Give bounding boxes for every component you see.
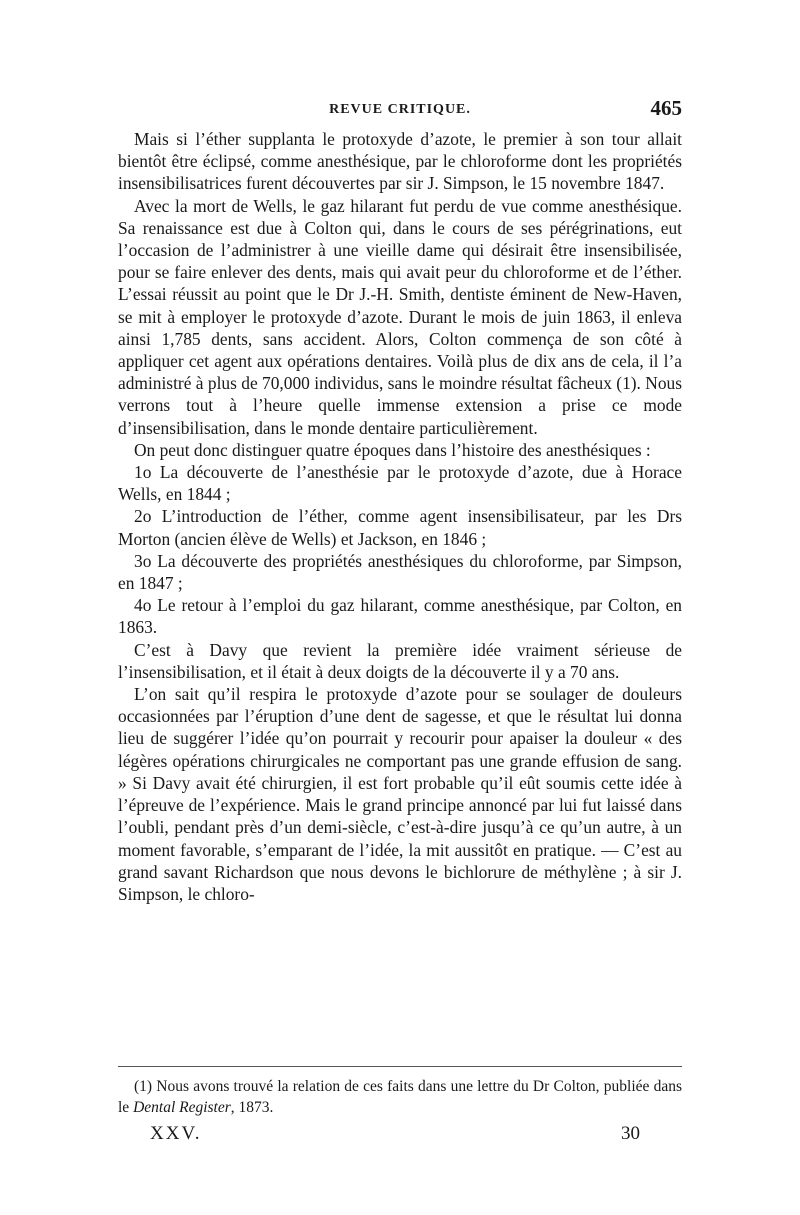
footnote-text: (1) Nous avons trouvé la relation de ces faits dans une lettre du Dr Colton, publiée dans le (118, 1078, 682, 1116)
sheet-number: 30 (621, 1123, 640, 1144)
body-text (118, 128, 682, 905)
paragraph: On peut donc distinguer quatre époques dans l’histoire des anesthésiques : (134, 439, 651, 460)
paragraph: L’on sait qu’il respira le protoxyde d’azote pour se soulager de douleurs occasionnées par l’éruption d’une dent de sagesse, et que le résultat lui donna lieu de suggérer l’idée qu’on pourrait y recourir pour apaiser la douleur « des légères opérations chirurgicales ne comportant pas une grande effusion de sang. » Si Davy avait été chirurgien, il est fort probable qu’il eût soumis cette idée à l’épreuve de l’expérience. Mais le grand principe annoncé par lui fut laissé dans l’oubli, pendant près d’un demi-siècle, c’est-à-dire jusqu’à ce qu’un autre, à un moment favorable, s’emparant de l’idée, la mit aussitôt en pratique. — C’est au grand savant Richardson que nous devons le bichlorure de méthylène ; à sir J. Simpson, le chloro- (118, 684, 682, 904)
running-title: REVUE CRITIQUE. (329, 102, 471, 117)
list-item: 4o Le retour à l’emploi du gaz hilarant, comme anesthésique, par Colton, en 1863. (118, 595, 682, 638)
paragraph: Mais si l’éther supplanta le protoxyde d’azote, le premier à son tour allait bientôt être éclipsé, comme anesthésique, par le chloroforme dont les propriétés insensibilisatrices furent découvertes par sir J. Simpson, le 15 novembre 1847. (118, 129, 682, 194)
page-header (118, 96, 682, 122)
footnote-divider (118, 1066, 682, 1067)
signature-mark: XXV. (150, 1123, 202, 1144)
page-number: 465 (650, 96, 682, 120)
list-item: 3o La découverte des propriétés anesthésiques du chloroforme, par Simpson, en 1847 ; (118, 550, 682, 594)
list-item: 1o La découverte de l’anesthésie par le protoxyde d’azote, due à Horace Wells, en 1844 ; (118, 462, 682, 505)
paragraph: Avec la mort de Wells, le gaz hilarant fut perdu de vue comme anesthésique. Sa renaissance est due à Colton qui, dans le cours de ses pérégrinations, eut l’occasion de l’administrer à une vieille dame qui désirait être insensibilisée, pour se faire enlever des dents, mais qui avait peur du chloroforme et de l’éther. L’essai réussit au point que le Dr J.-H. Smith, dentiste éminent de New-Haven, se mit à employer le protoxyde d’azote. Durant le mois de juin 1863, il enleva ainsi 1,785 dents, sans accident. Alors, Colton commença de son côté à appliquer cet agent aux opérations dentaires. Voilà plus de dix ans de cela, il l’a administré à plus de 70,000 individus, sans le moindre résultat fâcheux (1). Nous verrons tout à l’heure quelle immense extension a prise ce mode d’insensibilisation, dans le monde dentaire particulièrement. (118, 195, 682, 438)
footnote-journal-title: Dental Register (133, 1099, 231, 1116)
footnote-text-end: , 1873. (230, 1099, 274, 1116)
list-item: 2o L’introduction de l’éther, comme agent insensibilisateur, par les Drs Morton (ancien élève de Wells) et Jackson, en 1846 ; (118, 506, 682, 549)
paragraph: C’est à Davy que revient la première idée vraiment sérieuse de l’insensibilisation, et il était à deux doigts de la découverte il y a 70 ans. (118, 639, 682, 682)
footnote (118, 1076, 682, 1118)
